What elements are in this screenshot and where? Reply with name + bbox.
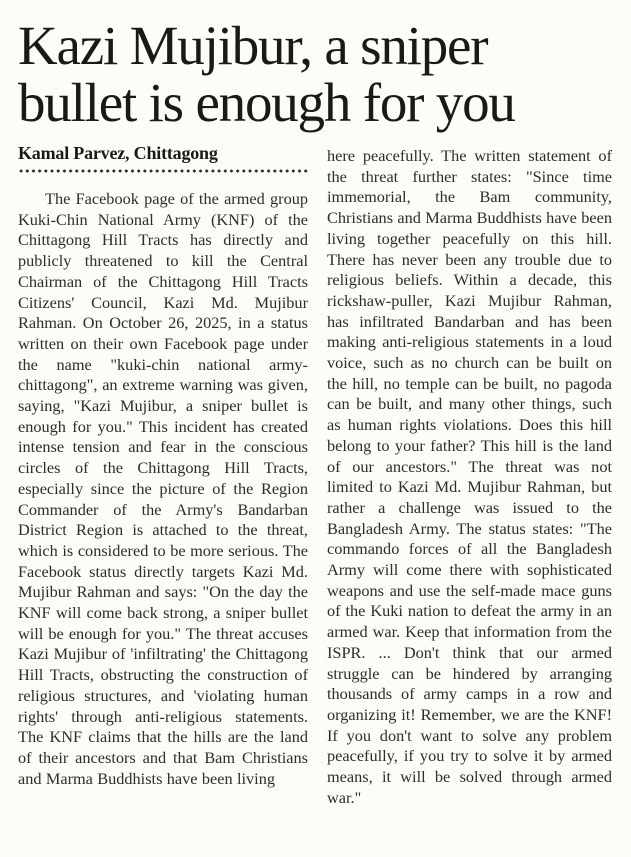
article-columns [18,142,612,809]
byline-dotted-divider [18,168,308,174]
article-column-right [327,142,612,809]
article-text-column-1: The Facebook page of the armed group Kuki-Chin National Army (KNF) of the Chittagong Hill Tracts has directly and publicly threatened to kill the Central Chairman of the Chittagong Hill Tracts Citizens' Council, Kazi Md. Mujibur Rahman. On October 26, 2025, in a status written on their own Facebook page under the name "kuki-chin national army-chittagong", an extreme warning was given, saying, "Kazi Mujibur, a sniper bullet is enough for you." This incident has created intense tension and fear in the conscious circles of the Chittagong Hill Tracts, especially since the picture of the Region Commander of the Army's Bandarban District Region is attached to the threat, which is considered to be more serious. The Facebook status directly targets Kazi Md. Mujibur Rahman and says: "On the day the KNF will come back strong, a sniper bullet will be enough for you." The threat accuses Kazi Mujibur of 'infiltrating' the Chittagong Hill Tracts, obstructing the construction of religious structures, and 'violating human rights' through anti-religious statements. The KNF claims that the hills are the land of their ancestors and that Bam Christians and Marma Buddhists have been living [18,189,308,788]
article-text-column-2: here peacefully. The written statement of the threat further states: "Since time immemorial, the Bam community, Christians and Marma Buddhists have been living together peacefully on this hill. There has never been any trouble due to religious beliefs. Within a decade, this rickshaw-puller, Kazi Mujibur Rahman, has infiltrated Bandarban and has been making anti-religious statements in a loud voice, such as no church can be built on the hill, no temple can be built, no pagoda can be built, and many other things, such as human rights violations. Does this hill belong to your father? This hill is the land of our ancestors." The threat was not limited to Kazi Md. Mujibur Rahman, but rather a challenge was issued to the Bangladesh Army. The status states: "The commando forces of all the Bangladesh Army will come there with sophisticated weapons and use the self-made mace guns of the Kuki nation to defeat the army in an armed war. Keep that information from the ISPR. ... Don't think that our armed struggle can be hindered by arranging thousands of army camps in a row and organizing it! Remember, we are the KNF! If you don't want to solve any problem peacefully, if you try to solve it by armed means, it will be solved through armed war." [327,146,613,807]
article-column-left [18,142,308,809]
byline: Kamal Parvez, Chittagong [18,143,218,163]
headline-line-2: bullet is enough for you [18,72,515,133]
article-headline [18,12,612,131]
headline-line-1: Kazi Mujibur, a sniper [18,15,488,76]
